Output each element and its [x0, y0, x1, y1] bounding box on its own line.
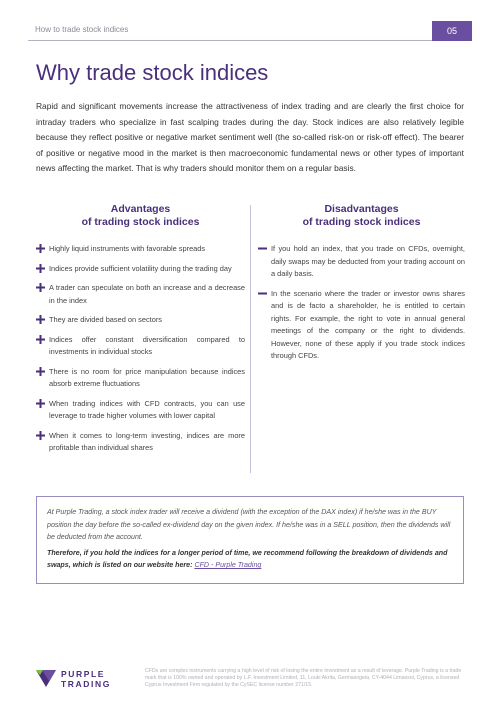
page-title: Why trade stock indices — [36, 60, 269, 85]
advantages-item — [36, 314, 245, 327]
advantages-item-text: Indices offer constant diversification compared to investments in individual stocks — [49, 334, 245, 356]
advantages-column — [36, 203, 245, 462]
page-number: 05 — [432, 21, 472, 41]
plus-icon — [36, 399, 45, 408]
dividend-note-bold-text: Therefore, if you hold the indices for a longer period of time, we recommend following the breakdown of dividends and swaps, which is listed on our website here: — [47, 548, 448, 569]
plus-icon — [36, 244, 45, 253]
disadvantages-item-text: If you hold an index, that you trade on CFDs, overnight, daily swaps may be deducted from your trading account on a daily basis. — [271, 244, 465, 278]
advantages-item-text: When it comes to long-term investing, indices are more profitable than individual shares — [49, 430, 245, 452]
logo-line2: TRADING — [61, 679, 111, 689]
disadvantages-heading — [258, 203, 465, 229]
advantages-item — [36, 243, 245, 256]
plus-icon — [36, 367, 45, 376]
plus-icon — [36, 431, 45, 440]
header-title: How to trade stock indices — [35, 25, 129, 34]
minus-icon — [258, 244, 267, 253]
advantages-item — [36, 263, 245, 276]
advantages-heading — [36, 203, 245, 229]
disadvantages-heading-line1: Disadvantages — [324, 203, 399, 215]
advantages-item-text: They are divided based on sectors — [49, 315, 162, 324]
advantages-item-text: When trading indices with CFD contracts, you can use leverage to trade higher volumes with lower capital — [49, 398, 245, 420]
disadvantages-heading-line2: of trading stock indices — [302, 216, 421, 228]
dividend-note-recommendation — [47, 547, 453, 572]
plus-icon — [36, 335, 45, 344]
advantages-item-text: Highly liquid instruments with favorable spreads — [49, 244, 206, 253]
disadvantages-item — [258, 288, 465, 363]
plus-icon — [36, 264, 45, 273]
footer-disclaimer: CFDs are complex instruments carrying a high level of risk of losing the entire investment as a result of leverage. Purple Trading is a trade mark that is 100% owned and operated by L.F. Investment Limited, 11, Louki Akrita, Germasogeia, CY-4044 Limassol, Cyprus, a licensed Cyprus Investment Firm regulated by the CySEC license number 271/15. — [145, 668, 462, 689]
logo-line1: PURPLE — [61, 669, 106, 679]
advantages-item — [36, 282, 245, 307]
cfd-purple-trading-link[interactable]: CFD - Purple Trading — [194, 561, 262, 569]
logo-wordmark — [61, 669, 111, 689]
intro-paragraph: Rapid and significant movements increase the attractiveness of index trading and are clearly the first choice for intraday traders who specialize in fast scalping trades during the day. Stock indices are also relatively legible because they reflect positive or negative market sentiment well (the so-called risk-on or risk-off effect). The bearer of positive or negative mood in the market is then macroeconomic fundamental news or other types of important news affecting the market. That is why traders should monitor them on a regular basis. — [36, 101, 464, 173]
disadvantages-item-text: In the scenario where the trader or investor owns shares and is de facto a shareholder, he is entitled to certain rights. For example, the right to vote in annual general meetings of the company or the right to dividends. However, none of these apply if you trade stock indices through CFDs. — [271, 288, 465, 360]
disadvantages-list — [258, 243, 465, 363]
disadvantages-item — [258, 243, 465, 281]
advantages-item — [36, 398, 245, 423]
advantages-item — [36, 366, 245, 391]
plus-icon — [36, 283, 45, 292]
disadvantages-column — [258, 203, 465, 370]
minus-icon — [258, 289, 267, 298]
dividend-note-text: At Purple Trading, a stock index trader will receive a dividend (with the exception of the DAX index) if he/she was in the BUY position the day before the so-called ex-dividend day on the given index. If he/she was in a SELL position, then the dividends will be deducted from the account. — [47, 508, 451, 541]
advantages-item-text: Indices provide sufficient volatility during the trading day — [49, 263, 232, 273]
purple-trading-logo — [36, 668, 136, 690]
advantages-heading-line2: of trading stock indices — [81, 216, 200, 228]
advantages-item — [36, 430, 245, 455]
advantages-item-text: A trader can speculate on both an increase and a decrease in the index — [49, 283, 245, 305]
page-header — [28, 21, 472, 41]
purple-trading-logo-icon — [36, 668, 56, 688]
advantages-heading-line1: Advantages — [110, 203, 171, 215]
advantages-item — [36, 334, 245, 359]
plus-icon — [36, 315, 45, 324]
advantages-item-text: There is no room for price manipulation because indices absorb extreme fluctuations — [49, 366, 245, 388]
advantages-list — [36, 243, 245, 455]
dividend-note-box — [36, 496, 464, 584]
column-divider — [250, 205, 251, 473]
